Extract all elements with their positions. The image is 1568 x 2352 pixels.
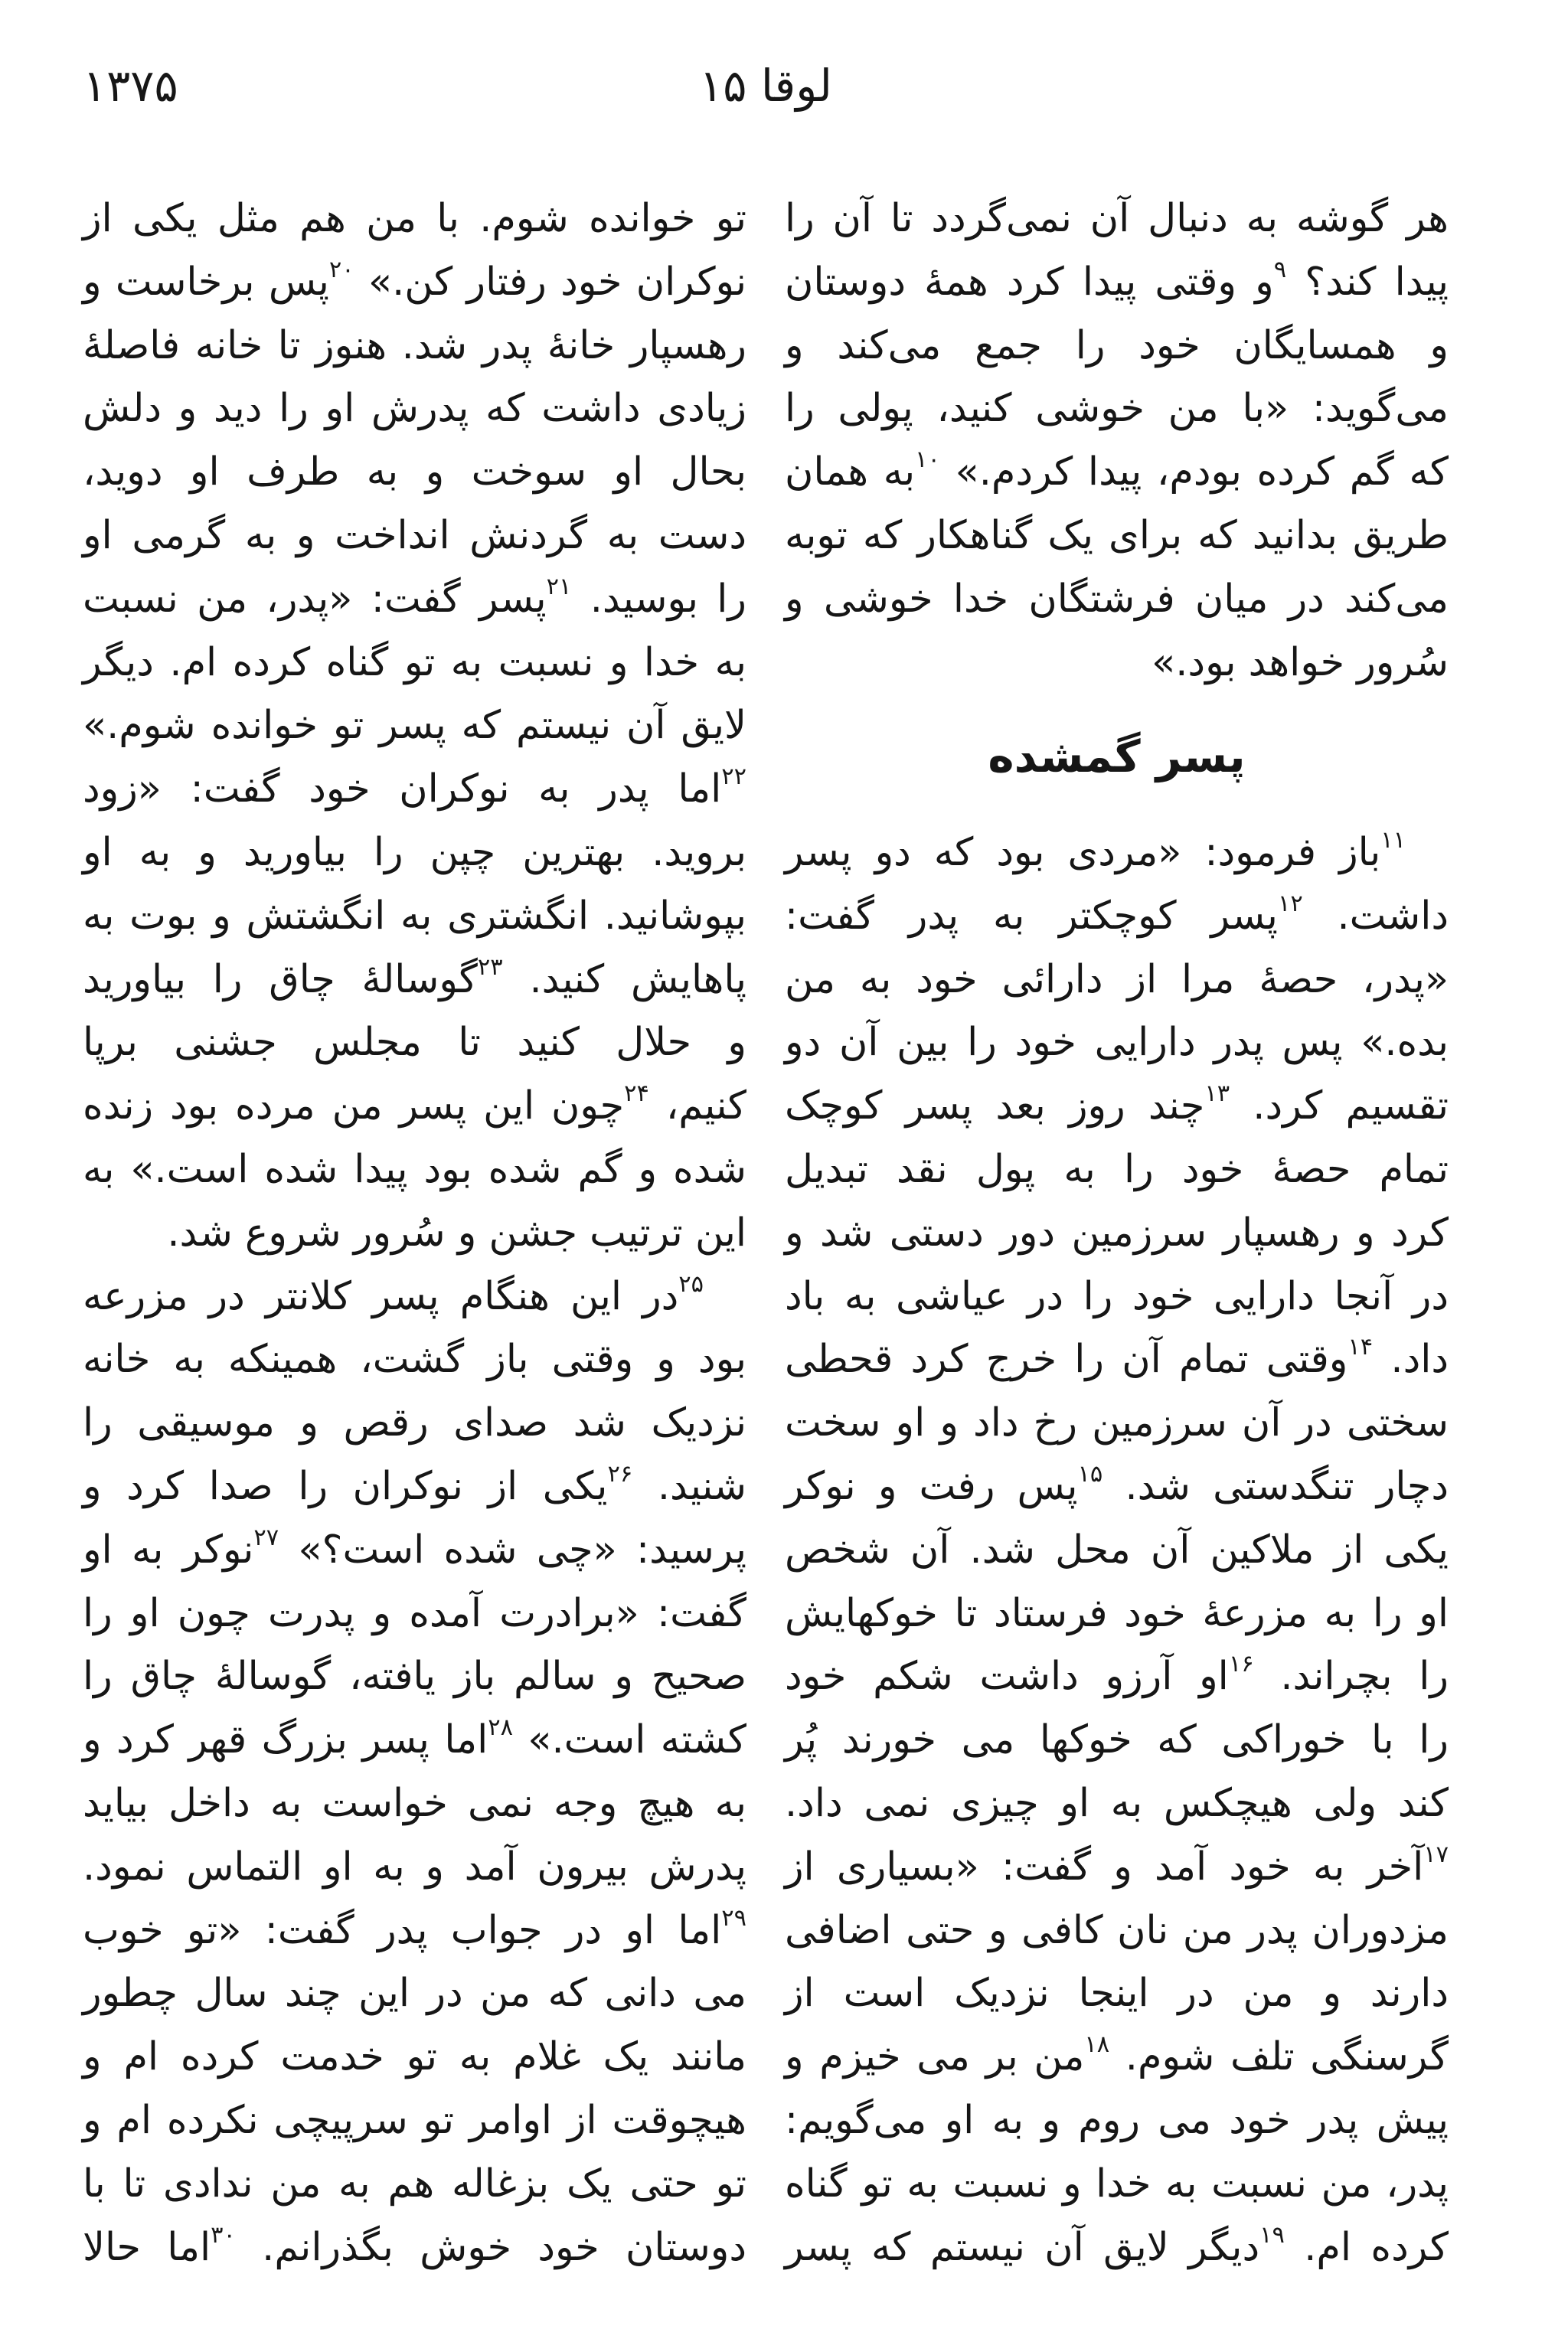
paragraph — [785, 821, 1449, 2278]
verse-number: ۲۲ — [721, 763, 746, 791]
verse-number: ۲۳ — [477, 953, 503, 981]
paragraph — [83, 187, 746, 1265]
page-number: ۱۳۷۵ — [83, 60, 178, 112]
text-line: پیش پدر خود می روم و به او می‌گویم: — [785, 2096, 1449, 2142]
text-line: گفت: «برادرت آمده و پدرت چون او را — [83, 1589, 746, 1635]
verse-number: ۲۷ — [253, 1524, 279, 1551]
verse-number: ۱۲ — [1277, 890, 1303, 917]
text-line: را بوسید. $^{۲۱}$پسر گفت: «پدر، من نسبت — [83, 573, 746, 621]
verse-number: ۱۵ — [1077, 1461, 1103, 1488]
text-line: $^{۱۱}$باز فرمود: «مردی بود که دو پسر — [785, 827, 1406, 874]
text-line: بروید. بهترین چپن را بیاورید و به او — [83, 828, 746, 874]
paragraph — [83, 1265, 746, 2279]
text-line: و حلال کنید تا مجلس جشنی برپا — [83, 1019, 746, 1065]
text-line: تو خوانده شوم. با من هم مثل یکی از — [83, 195, 746, 240]
text-line: کشته است.» $^{۲۸}$اما پسر بزرگ قهر کرد و — [83, 1714, 746, 1762]
text-line: مانند یک غلام به تو خدمت کرده ام و — [83, 2034, 746, 2079]
text-line: به هیچ وجه نمی خواست به داخل بیاید — [83, 1779, 746, 1825]
text-line: $^{۲۹}$اما او در جواب پدر گفت: «تو خوب — [83, 1904, 746, 1952]
text-line: بپوشانید. انگشتری به انگشتش و بوت به — [83, 892, 746, 938]
text-line: زیادی داشت که پدرش او را دید و دلش — [83, 385, 746, 431]
text-line: را با خوراکی که خوکها می خورند پُر — [785, 1717, 1449, 1762]
text-line: یکی از ملاکین آن محل شد. آن شخص — [785, 1526, 1449, 1572]
text-line: کرد و رهسپار سرزمین دور دستی شد و — [785, 1209, 1449, 1255]
text-line: داد. $^{۱۴}$وقتی تمام آن را خرج کرد قحطی — [785, 1334, 1449, 1382]
text-line: که گم کرده بودم، پیدا کردم.» $^{۱۰}$به همان — [785, 446, 1449, 495]
text-line: $^{۱۷}$آخر به خود آمد و گفت: «بسیاری از — [785, 1841, 1449, 1889]
text-line: تقسیم کرد. $^{۱۳}$چند روز بعد پسر کوچک — [785, 1080, 1449, 1129]
verse-number: ۱۷ — [1423, 1841, 1449, 1868]
text-line: داشت. $^{۱۲}$پسر کوچکتر به پدر گفت: — [785, 890, 1449, 938]
verse-number: ۱۸ — [1084, 2031, 1110, 2059]
text-line: و همسایگان خود را جمع می‌کند و — [785, 322, 1449, 368]
text-line: او را به مزرعهٔ خود فرستاد تا خوکهایش — [785, 1589, 1449, 1635]
text-line: کنیم، $^{۲۴}$چون این پسر من مرده بود زنده — [83, 1080, 746, 1129]
text-line: شده و گم شده بود پیدا شده است.» به — [83, 1145, 746, 1191]
text-line: گرسنگی تلف شوم. $^{۱۸}$من بر می خیزم و — [785, 2031, 1449, 2079]
text-line: بود و وقتی باز گشت، همینکه به خانه — [83, 1336, 746, 1382]
text-line: $^{۲۲}$اما پدر به نوکران خود گفت: «زود — [83, 763, 746, 812]
text-line: می دانی که من در این چند سال چطور — [83, 1970, 746, 2016]
text-line: دچار تنگدستی شد. $^{۱۵}$پس رفت و نوکر — [785, 1461, 1449, 1508]
text-line: این ترتیب جشن و سُرور شروع شد. — [167, 1209, 746, 1255]
verse-number: ۲۱ — [546, 573, 572, 600]
verse-number: ۱۶ — [1228, 1651, 1254, 1678]
page-header — [0, 0, 1568, 130]
text-line: $^{۲۵}$در این هنگام پسر کلانتر در مزرعه — [83, 1270, 704, 1318]
text-line: بحال او سوخت و به طرف او دوید، — [83, 449, 746, 495]
paragraph — [785, 187, 1449, 694]
text-line: مزدوران پدر من نان کافی و حتی اضافی — [785, 1906, 1449, 1952]
text-line: دست به گردنش انداخت و به گرمی او — [83, 511, 746, 557]
text-line: سختی در آن سرزمین رخ داد و او سخت — [785, 1400, 1449, 1446]
text-line: را بچراند. $^{۱۶}$او آرزو داشت شکم خود — [785, 1651, 1449, 1699]
text-line: لایق آن نیستم که پسر تو خوانده شوم.» — [83, 702, 746, 748]
verse-number: ۲۴ — [624, 1080, 649, 1108]
text-line: شنید. $^{۲۶}$یکی از نوکران را صدا کرد و — [83, 1461, 746, 1508]
verse-number: ۲۶ — [607, 1461, 633, 1488]
text-line: می‌گوید: «با من خوشی کنید، پولی را — [785, 385, 1449, 431]
text-line: کند ولی هیچکس به او چیزی نمی داد. — [785, 1779, 1449, 1825]
text-line: طریق بدانید که برای یک گناهکار که توبه — [785, 511, 1449, 557]
text-line: پدرش بیرون آمد و به او التماس نمود. — [83, 1843, 746, 1889]
verse-number: ۳۰ — [211, 2221, 236, 2249]
verse-number: ۲۹ — [721, 1904, 746, 1932]
verse-number: ۱۹ — [1259, 2221, 1285, 2249]
text-line: تو حتی یک بزغاله هم به من ندادی تا با — [83, 2160, 746, 2206]
left-column — [83, 187, 746, 2278]
section-heading: پسر گمشده — [988, 730, 1246, 783]
text-line: نزدیک شد صدای رقص و موسیقی را — [83, 1400, 746, 1446]
text-line: می‌کند در میان فرشتگان خدا خوشی و — [785, 575, 1449, 621]
text-line: دارند و من در اینجا نزدیک است از — [785, 1970, 1449, 2016]
text-line: به خدا و نسبت به تو گناه کرده ام. دیگر — [83, 639, 746, 684]
verse-number: ۱۱ — [1380, 827, 1406, 854]
text-line: نوکران خود رفتار کن.» $^{۲۰}$پس برخاست و — [83, 256, 746, 304]
text-line: هیچوقت از اوامر تو سرپیچی نکرده ام و — [83, 2096, 746, 2142]
verse-number: ۲۸ — [488, 1714, 513, 1742]
right-column — [785, 187, 1449, 2278]
text-line: رهسپار خانهٔ پدر شد. هنوز تا خانه فاصلهٔ — [83, 322, 746, 368]
verse-number: ۲۵ — [678, 1270, 704, 1298]
running-head: لوقا ۱۵ — [699, 60, 832, 112]
text-line: در آنجا دارایی خود را در عیاشی به باد — [785, 1272, 1449, 1318]
text-line: سُرور خواهد بود.» — [1152, 639, 1449, 684]
text-line: پرسید: «چی شده است؟» $^{۲۷}$نوکر به او — [83, 1524, 746, 1572]
verse-number: ۲۰ — [328, 256, 354, 283]
text-line: کرده ام. $^{۱۹}$دیگر لایق آن نیستم که پسر — [785, 2221, 1449, 2269]
verse-number: ۱۰ — [915, 446, 940, 474]
text-line: پیدا کند؟ $^۹$و وقتی پیدا کرد همهٔ دوستان — [785, 256, 1449, 304]
text-line: صحیح و سالم باز یافته، گوسالهٔ چاق را — [83, 1653, 746, 1699]
text-line: دوستان خود خوش بگذرانم. $^{۳۰}$اما حالا — [83, 2221, 746, 2269]
verse-number: ۹ — [1273, 256, 1287, 283]
text-line: پاهایش کنید. $^{۲۳}$گوسالهٔ چاق را بیاورید — [83, 953, 747, 1001]
text-line: پدر، من نسبت به خدا و نسبت به تو گناه — [785, 2160, 1449, 2206]
verse-number: ۱۳ — [1204, 1080, 1230, 1108]
text-line: هر گوشه به دنبال آن نمی‌گردد تا آن را — [785, 195, 1449, 240]
verse-number: ۱۴ — [1348, 1334, 1374, 1361]
text-line: بده.» پس پدر دارایی خود را بین آن دو — [785, 1019, 1449, 1065]
text-line: «پدر، حصهٔ مرا از دارائی خود به من — [785, 956, 1449, 1001]
text-line: تمام حصهٔ خود را به پول نقد تبدیل — [785, 1145, 1449, 1191]
